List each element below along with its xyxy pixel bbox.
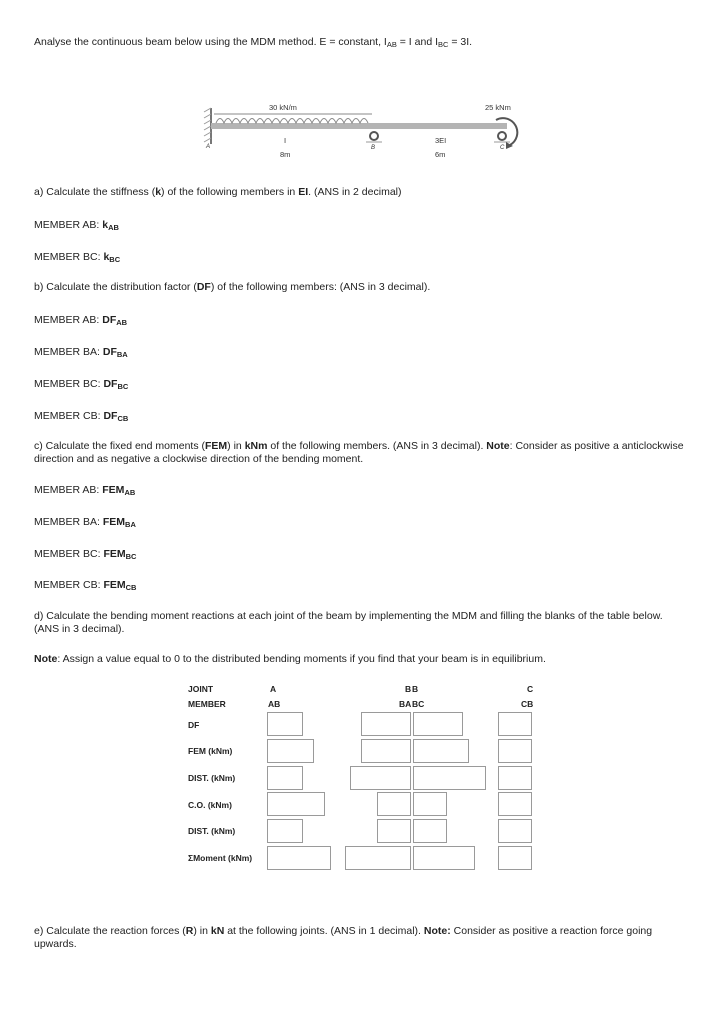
- input-sum-ab[interactable]: [267, 846, 331, 870]
- input-dist2-ba[interactable]: [377, 819, 411, 843]
- moment-label: 25 kNm: [485, 103, 511, 112]
- part-d-question: d) Calculate the bending moment reactions at each joint of the beam by implementing the MDM and filling the blanks of the table below. (ANS in 3 decimal).: [34, 610, 663, 635]
- inertia-bc-label: 3EI: [435, 136, 447, 145]
- input-dist2-cb[interactable]: [498, 819, 532, 843]
- member-cb-df: MEMBER CB: $DF_{CB}$: [34, 410, 129, 423]
- input-co-ba[interactable]: [377, 792, 411, 816]
- input-df-ba[interactable]: [361, 712, 411, 736]
- input-fem-ab[interactable]: [267, 739, 314, 763]
- member-ab-fem: MEMBER AB: $FEM_{AB}$: [34, 484, 136, 497]
- row-label-sum: ΣMoment (kNm): [188, 853, 253, 863]
- input-df-cb[interactable]: [498, 712, 532, 736]
- beam: [211, 123, 507, 129]
- moment-arrow: [496, 118, 517, 145]
- row-label-dist-1: DIST. (kNm): [188, 773, 236, 783]
- beam-diagram-svg: [200, 98, 530, 168]
- input-co-ab[interactable]: [267, 792, 325, 816]
- input-df-ab[interactable]: [267, 712, 303, 736]
- member-cb-fem: MEMBER CB: $FEM_{CB}$: [34, 579, 137, 592]
- beam-diagram: [200, 98, 530, 168]
- joint-a-header: A: [270, 684, 277, 694]
- joint-c-header: C: [527, 684, 534, 694]
- member-ab-stiffness: MEMBER AB: $k_{AB}$: [34, 219, 119, 232]
- span-bc-label: 6m: [435, 150, 446, 159]
- member-bc-df: MEMBER BC: $DF_{BC}$: [34, 378, 129, 391]
- input-df-bc[interactable]: [413, 712, 463, 736]
- roller-support-c: [498, 132, 506, 140]
- input-dist1-cb[interactable]: [498, 766, 532, 790]
- input-dist1-bc[interactable]: [413, 766, 486, 790]
- part-d-note: Note: Assign a value equal to 0 to the distributed bending moments if you find that your beam is in equilibrium.: [34, 653, 546, 665]
- inertia-ab-label: I: [284, 136, 287, 145]
- input-sum-cb[interactable]: [498, 846, 532, 870]
- input-sum-bc[interactable]: [413, 846, 475, 870]
- input-dist1-ba[interactable]: [350, 766, 411, 790]
- input-co-bc[interactable]: [413, 792, 447, 816]
- member-ba-df: MEMBER BA: $DF_{BA}$: [34, 346, 128, 359]
- joint-c-label: C: [500, 145, 505, 151]
- member-bc-header: BC: [412, 699, 425, 709]
- intro-text: Analyse the continuous beam below using the MDM method. E = constant, $I_{AB} = I$ and $I_{BC} = 3I$.: [34, 36, 473, 49]
- part-c-question: c) Calculate the fixed end moments (FEM) in kNm of the following members. (ANS in 3 decimal). Note: Consider as positive a anticlockwise direction and as negative a clockwise direction of the bending moment.: [34, 440, 684, 465]
- row-label-df: DF: [188, 720, 200, 730]
- input-fem-ba[interactable]: [361, 739, 411, 763]
- input-dist2-ab[interactable]: [267, 819, 303, 843]
- part-b-question: b) Calculate the distribution factor (DF) of the following members: (ANS in 3 decimal).: [34, 281, 431, 293]
- input-dist1-ab[interactable]: [267, 766, 303, 790]
- row-label-fem: FEM (kNm): [188, 746, 233, 756]
- part-e-question: e) Calculate the reaction forces (R) in kN at the following joints. (ANS in 1 decimal). Note: Consider as positive a reaction force going upwards.: [34, 925, 653, 950]
- roller-support-b: [370, 132, 378, 140]
- joint-b-header-2: B: [412, 684, 419, 694]
- member-ba-fem: MEMBER BA: $FEM_{BA}$: [34, 516, 136, 529]
- span-ab-label: 8m: [280, 150, 291, 159]
- member-cb-header: CB: [521, 699, 534, 709]
- member-header: MEMBER: [188, 699, 226, 709]
- row-label-co: C.O. (kNm): [188, 800, 232, 810]
- joint-b-label: B: [371, 145, 376, 151]
- member-ab-df: MEMBER AB: $DF_{AB}$: [34, 314, 128, 327]
- member-ba-header: BA: [399, 699, 412, 709]
- input-dist2-bc[interactable]: [413, 819, 447, 843]
- input-fem-cb[interactable]: [498, 739, 532, 763]
- joint-b-header-1: B: [405, 684, 412, 694]
- input-co-cb[interactable]: [498, 792, 532, 816]
- joint-header: JOINT: [188, 684, 214, 694]
- input-fem-bc[interactable]: [413, 739, 469, 763]
- row-label-dist-2: DIST. (kNm): [188, 826, 236, 836]
- joint-a-label: A: [206, 144, 211, 150]
- fixed-support-hatch: [204, 108, 211, 142]
- member-bc-stiffness: MEMBER BC: $k_{BC}$: [34, 251, 121, 264]
- part-a-question: a) Calculate the stiffness (k) of the following members in EI. (ANS in 2 decimal): [34, 186, 402, 198]
- input-sum-ba[interactable]: [345, 846, 411, 870]
- member-bc-fem: MEMBER BC: $FEM_{BC}$: [34, 548, 137, 561]
- member-ab-header: AB: [268, 699, 281, 709]
- udl-load: [216, 119, 368, 124]
- udl-label: 30 kN/m: [269, 103, 297, 112]
